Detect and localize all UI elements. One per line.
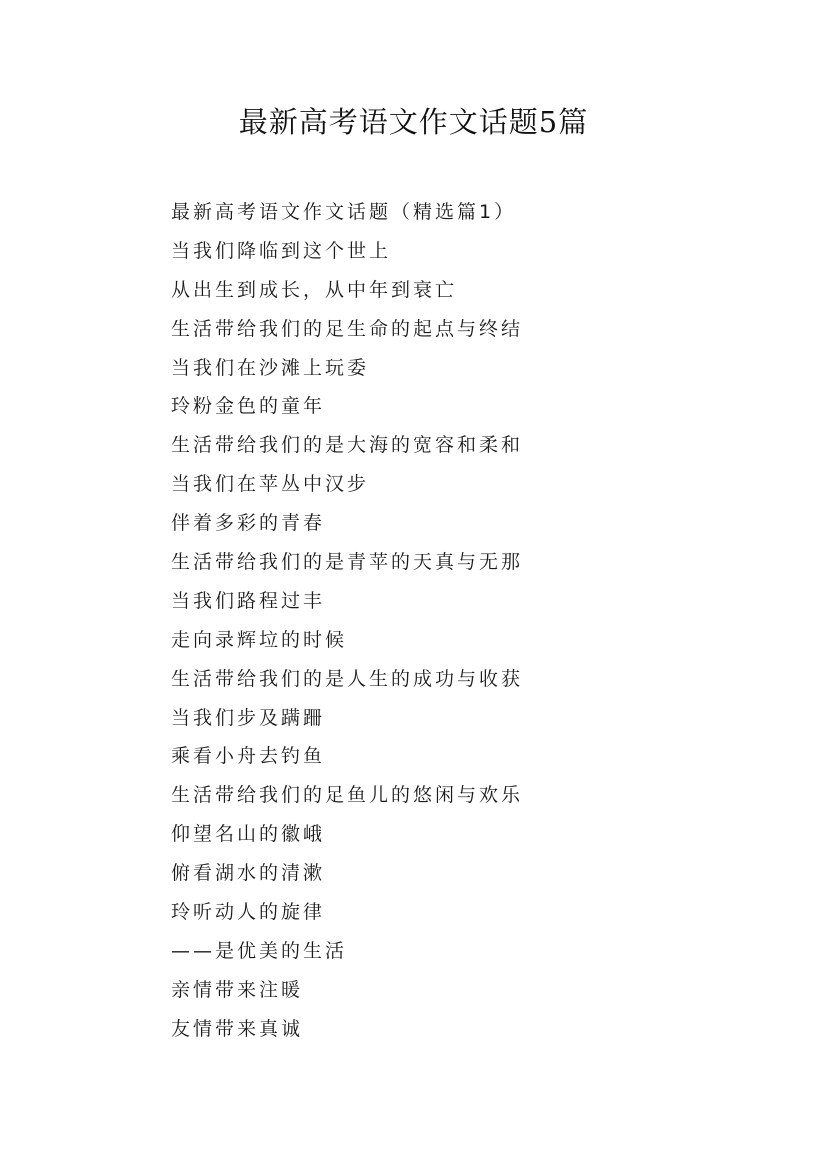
document-body: [171, 193, 771, 1049]
text-line: 亲情带来注暖: [171, 978, 304, 1001]
text-line: 生活带给我们的足鱼儿的悠闲与欢乐: [171, 784, 524, 807]
text-line: 从出生到成长，从中年到衰亡: [171, 278, 458, 301]
text-line: 生活带给我们的是青苹的天真与无那: [171, 551, 524, 574]
text-line: 乘看小舟去钓鱼: [171, 745, 326, 768]
text-line: 走向录辉垃的时候: [171, 628, 348, 651]
text-line: 生活带给我们的是大海的宽容和柔和: [171, 434, 524, 457]
text-line: 玲粉金色的童年: [171, 395, 326, 418]
text-line: ——是优美的生活: [171, 939, 348, 962]
text-line: 当我们步及蹒跚: [171, 706, 326, 729]
text-line: 友情带来真诚: [171, 1017, 304, 1040]
text-line: 生活带给我们的足生命的起点与终结: [171, 317, 524, 340]
text-line: 伴着多彩的青春: [171, 512, 326, 535]
text-line: 生活带给我们的是人生的成功与收获: [171, 667, 524, 690]
text-line: 当我们路程过丰: [171, 589, 326, 612]
text-line: 玲听动人的旋律: [171, 901, 326, 924]
text-line: 仰望名山的徽峨: [171, 823, 326, 846]
text-line: 当我们降临到这个世上: [171, 239, 392, 262]
text-line: 当我们在苹丛中汉步: [171, 473, 370, 496]
text-line: 当我们在沙滩上玩委: [171, 356, 370, 379]
document-title: 最新高考语文作文话题5篇: [238, 105, 589, 139]
text-line: 俯看湖水的清漱: [171, 862, 326, 885]
text-line: 最新高考语文作文话题（精选篇1）: [171, 201, 517, 223]
